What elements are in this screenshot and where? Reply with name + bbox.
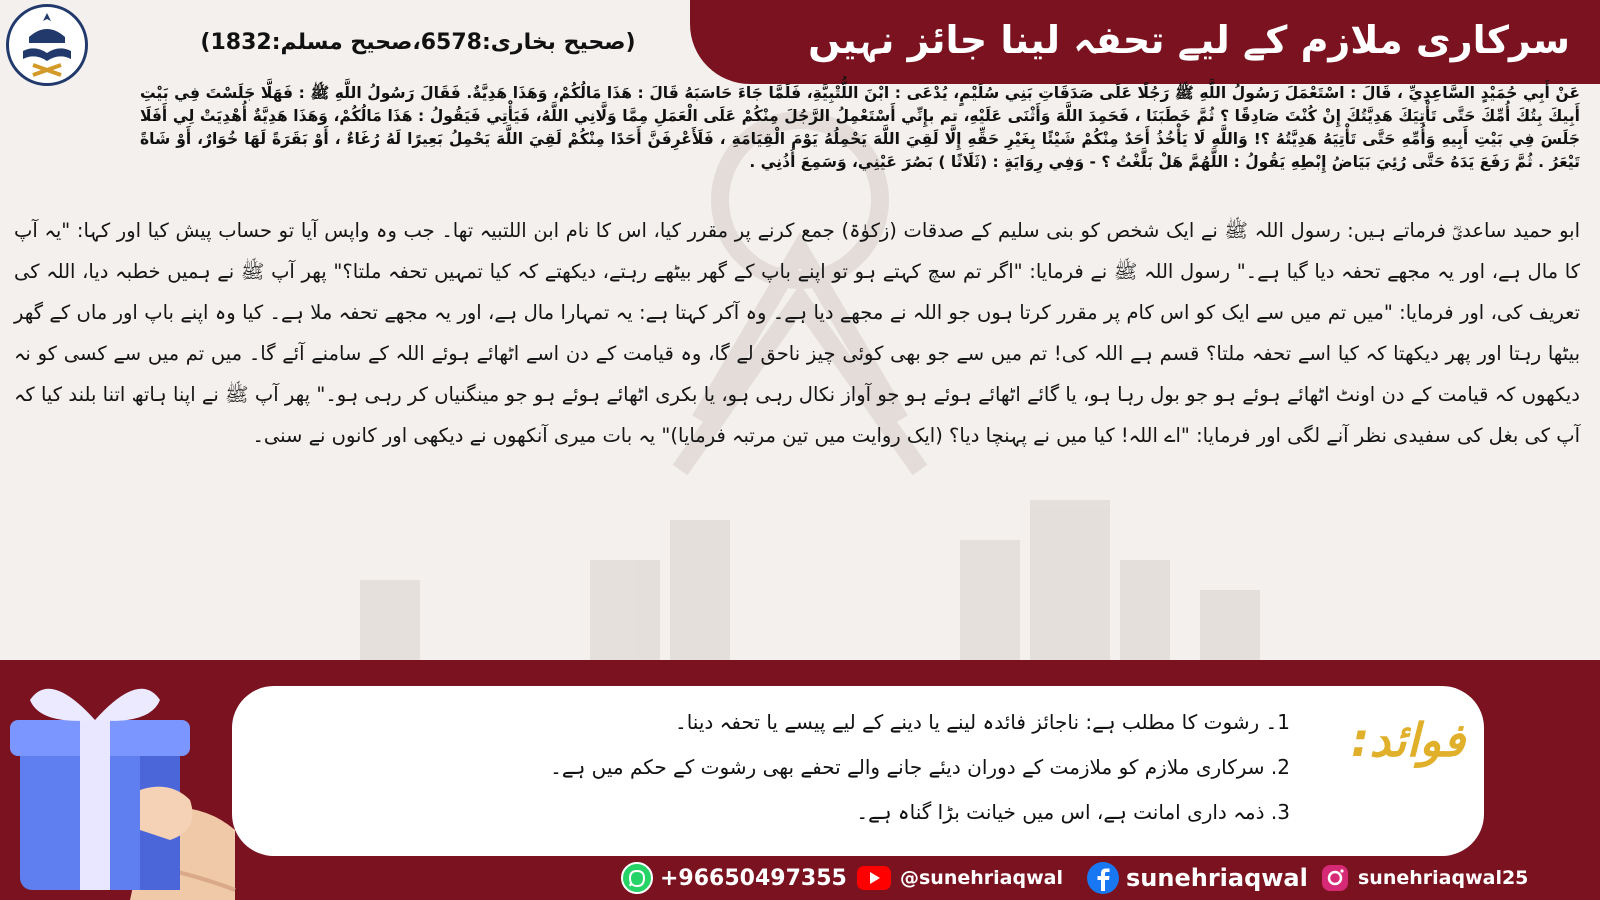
whatsapp-number: +96650497355 — [660, 865, 847, 891]
hadith-reference: (صحیح بخاری:6578،صحیح مسلم:1832) — [200, 30, 636, 55]
gift-box-illustration — [0, 680, 240, 900]
youtube-link[interactable] — [856, 858, 1063, 898]
instagram-icon — [1320, 863, 1350, 893]
benefit-item: 3. ذمہ داری امانت ہے، اس میں خیانت بڑا گناہ ہے۔ — [856, 800, 1290, 824]
whatsapp-icon — [620, 861, 654, 895]
facebook-handle: sunehriaqwal — [1126, 864, 1308, 892]
urdu-translation-text: ابو حمید ساعدیؓ فرماتے ہیں: رسول اللہ ﷺ نے ایک شخص کو بنی سلیم کے صدقات (زکوٰۃ) جمع کرنے پر مقرر کیا، اس کا نام ابن اللتبیہ تھا۔ جب وہ واپس آیا تو حساب پیش کیا اور کہا: "یہ آپ کا مال ہے، اور یہ مجھے تحفہ دیا گیا ہے۔" رسول اللہ ﷺ نے فرمایا: "اگر تم سچ کہتے ہو تو اپنے باپ کے گھر بیٹھے رہتے، دیکھتے کہ کیا تمہیں تحفہ ملتا؟" پھر آپ ﷺ نے ہمیں خطبہ دیا، اللہ کی تعریف کی، اور فرمایا: "میں تم میں سے ایک کو اس کام پر مقرر کرتا ہوں جو اللہ نے مجھے دیا ہے۔ وہ آکر کہتا ہے: یہ تمہارا مال ہے، اور یہ مجھے تحفہ ملا ہے۔ کیا وہ اپنے باپ اور ماں کے گھر بیٹھا رہتا اور پھر دیکھتا کہ کیا اسے تحفہ ملتا؟ قسم ہے اللہ کی! تم میں سے جو بھی کوئی چیز ناحق لے گا، وہ قیامت کے دن اسے اٹھائے ہوئے اللہ کے سامنے آئے گا۔ میں تم میں سے کسی کو نہ دیکھوں کہ قیامت کے دن اونٹ اٹھائے ہوئے ہو جو بول رہا ہو، یا گائے اٹھائے ہوئے ہو جو آواز نکال رہی ہو، یا بکری اٹھائے ہوئے ہو جو مینگنیاں کر رہی ہو۔" پھر آپ ﷺ نے اپنا ہاتھ اتنا بلند کیا کہ آپ کی بغل کی سفیدی نظر آنے لگی اور فرمایا: "اے اللہ! کیا میں نے پہنچا دیا؟ (ایک روایت میں تین مرتبہ فرمایا)" یہ بات میری آنکھوں نے دیکھی اور کانوں نے سنی۔ — [14, 219, 1580, 447]
youtube-icon — [856, 864, 892, 892]
youtube-handle: @sunehriaqwal — [900, 867, 1063, 889]
benefits-heading: فوائد: — [1351, 713, 1465, 767]
arabic-hadith-text: عَنْ أَبِي حُمَيْدٍ السَّاعِدِيِّ ، قَالَ : اسْتَعْمَلَ رَسُولُ اللَّهِ ﷺ رَجُلًا عَلَى صَدَقَاتِ بَنِي سُلَيْمٍ، يُدْعَى : ابْنَ اللُّتْبِيَّةِ، فَلَمَّا جَاءَ حَاسَبَهُ قَالَ : هَذَا مَالُكُمْ، وَهَذَا هَدِيَّةٌ. فَقَالَ رَسُولُ اللَّهِ ﷺ : فَهَلَّا جَلَسْتَ فِي بَيْتِ أَبِيكَ بِتُكَ أُمِّكَ حَتَّى تَأْتِيَكَ هَدِيَّتُكَ إِنْ كُنْتَ صَادِقًا ؟ ثُمَّ خَطَبَنَا ، فَحَمِدَ اللَّهَ وَأَثْنَى عَلَيْهِ، تم بإِنِّي أَسْتَعْمِلُ الرَّجُلَ مِنْكُمْ عَلَى الْعَمَلِ مِمَّا وَلَّانِي اللَّهُ، فَيَأْتِي فَيَقُولُ : هَذَا مَالُكُمْ، وَهَذَا هَدِيَّةٌ أُهْدِيَتْ لِي أَفَلَا جَلَسَ فِي بَيْتِ أَبِيهِ وَأُمِّهِ حَتَّى تَأْتِيَهُ هَدِيَّتُهُ ؟! وَاللَّهِ لَا يَأْخُذُ أَحَدٌ مِنْكُمْ شَيْئًا بِغَيْرِ حَقِّهِ إِلَّا لَقِيَ اللَّهَ يَحْمِلُهُ يَوْمَ الْقِيَامَةِ ، فَلَأَعْرِفَنَّ أَحَدًا مِنْكُمْ لَقِيَ اللَّهَ يَحْمِلُ بَعِيرًا لَهُ رُغَاءٌ ، أَوْ بَقَرَةً لَهَا خُوَارٌ، أَوْ شَاةً تَيْعَرُ . ثُمَّ رَفَعَ يَدَهُ حَتَّى رُئِيَ بَيَاضُ إِبْطِهِ يَقُولُ : اللَّهُمَّ هَلْ بَلَّغْتُ ؟ - وَفِي رِوَايَةٍ : (ثَلَاثًا ) بَصُرَ عَيْنِي، وَسَمِعَ أُذُنِي . — [140, 84, 1580, 171]
facebook-icon — [1086, 861, 1120, 895]
book-stand-icon — [9, 7, 85, 83]
social-footer — [620, 858, 1600, 898]
logo-emblem — [6, 4, 88, 86]
benefits-list — [270, 700, 1290, 835]
instagram-link[interactable] — [1320, 858, 1528, 898]
instagram-handle: sunehriaqwal25 — [1358, 867, 1529, 889]
facebook-link[interactable] — [1086, 858, 1308, 898]
benefit-item: 2. سرکاری ملازم کو ملازمت کے دوران دیئے جانے والے تحفے بھی رشوت کے حکم میں ہے۔ — [550, 755, 1290, 779]
benefit-item: 1۔ رشوت کا مطلب ہے: ناجائز فائدہ لینے یا دینے کے لیے پیسے یا تحفہ دینا۔ — [674, 710, 1290, 734]
whatsapp-contact[interactable] — [620, 858, 847, 898]
page-title: سرکاری ملازم کے لیے تحفہ لینا جائز نہیں — [808, 18, 1570, 62]
